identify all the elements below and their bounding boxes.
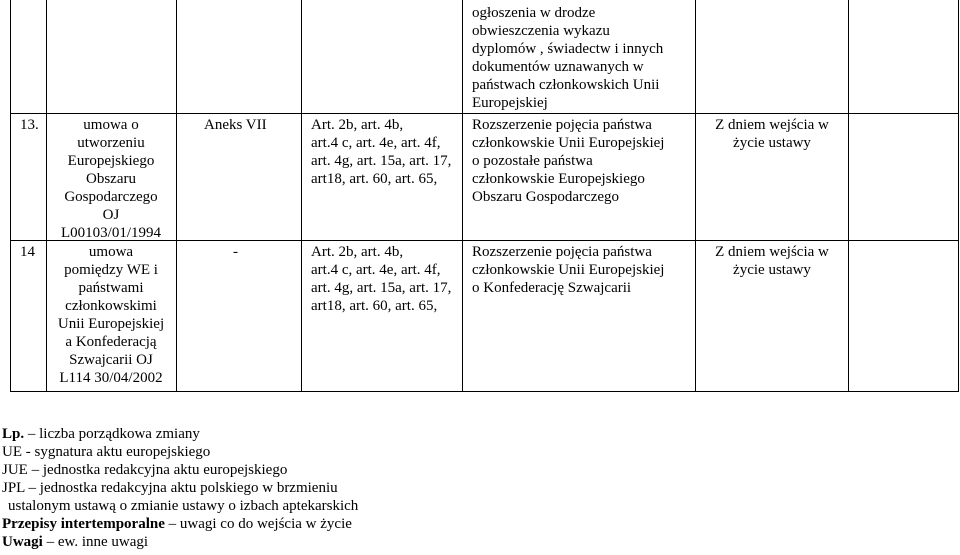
legend-line — [2, 533, 562, 551]
row-13-entry — [700, 116, 844, 152]
entry-line: Z dniem wejścia w — [715, 117, 829, 133]
col-divider-text — [695, 0, 696, 392]
text-line: o pozostałe państwa — [472, 153, 593, 169]
text-line: o Konfederację Szwajcarii — [472, 280, 632, 296]
legend-desc: ustalonym ustawą o zmianie ustawy o izbach aptekarskich — [8, 498, 359, 514]
ue-line: L00103/01/1994 — [61, 225, 161, 241]
row-14-ue — [50, 243, 172, 387]
ue-line: pomiędzy WE i — [64, 262, 158, 278]
text-line: członkowskie Unii Europejskiej — [472, 135, 665, 151]
legend-line — [2, 425, 562, 443]
ue-line: państwami — [78, 280, 144, 296]
row-14-lp: 14 — [20, 244, 35, 260]
text-line: Rozszerzenie pojęcia państwa — [472, 244, 652, 260]
legend-desc: - sygnatura aktu europejskiego — [22, 444, 211, 460]
legend-line — [2, 497, 562, 515]
jpl-line: art18, art. 60, art. 65, — [311, 298, 438, 314]
col-divider-entry — [848, 0, 849, 392]
row-13-lp: 13. — [20, 117, 39, 133]
legend — [2, 425, 562, 551]
row-13-jue: Aneks VII — [204, 117, 267, 133]
row-12-continued-text — [472, 4, 694, 112]
ue-line: Europejskiego — [67, 153, 155, 169]
text-line: członkowskie Unii Europejskiej — [472, 262, 665, 278]
ue-line: Obszaru — [86, 171, 136, 187]
legend-term: Uwagi — [2, 534, 43, 550]
legend-desc: – uwagi co do wejścia w życie — [164, 516, 352, 532]
entry-line: życie ustawy — [733, 262, 811, 278]
legend-line — [2, 515, 562, 533]
col-divider-jpl — [462, 0, 463, 392]
jpl-line: Art. 2b, art. 4b, — [311, 244, 404, 260]
jpl-line: art.4 c, art. 4e, art. 4f, — [311, 135, 441, 151]
ue-line: członkowskimi — [65, 298, 157, 314]
entry-line: Z dniem wejścia w — [715, 244, 829, 260]
ue-line: Szwajcarii OJ — [69, 352, 153, 368]
text-line: dyplomów , świadectw i innych — [472, 41, 664, 57]
ue-line: OJ — [102, 207, 120, 223]
legend-desc: – liczba porządkowa zmiany — [24, 426, 200, 442]
text-line: Europejskiej — [472, 95, 548, 111]
col-divider-jue — [301, 0, 302, 392]
col-divider-lp — [46, 0, 47, 392]
text-line: ogłoszenia w drodze — [472, 5, 596, 21]
table-border-right — [958, 0, 959, 392]
table-border-left — [10, 0, 11, 392]
text-line: obwieszczenia wykazu — [472, 23, 610, 39]
col-divider-ue — [176, 0, 177, 392]
entry-line: życie ustawy — [733, 135, 811, 151]
ue-line: Unii Europejskiej — [57, 316, 165, 332]
ue-line: utworzeniu — [77, 135, 145, 151]
legend-line — [2, 443, 562, 461]
legend-term: JUE — [2, 462, 28, 478]
row-divider-bottom — [10, 391, 959, 392]
legend-desc: – jednostka redakcyjna aktu europejskiego — [27, 462, 288, 478]
jpl-line: art. 4g, art. 15a, art. 17, — [311, 280, 452, 296]
text-line: dokumentów uznawanych w — [472, 59, 644, 75]
jpl-line: art.4 c, art. 4e, art. 4f, — [311, 262, 441, 278]
row-14-entry — [700, 243, 844, 279]
ue-line: umowa o — [83, 117, 139, 133]
row-14-text — [472, 243, 694, 297]
legend-term: Przepisy intertemporalne — [2, 516, 165, 532]
jpl-line: art18, art. 60, art. 65, — [311, 171, 438, 187]
text-line: Rozszerzenie pojęcia państwa — [472, 117, 652, 133]
jpl-line: art. 4g, art. 15a, art. 17, — [311, 153, 452, 169]
legend-term: Lp. — [2, 426, 25, 442]
row-divider-top — [10, 113, 959, 114]
text-line: członkowskie Europejskiego — [472, 171, 645, 187]
ue-line: L114 30/04/2002 — [59, 370, 163, 386]
ue-line: a Konfederacją — [65, 334, 157, 350]
text-line: państwach członkowskich Unii — [472, 77, 660, 93]
ue-line: Gospodarczego — [64, 189, 158, 205]
row-14-jue: - — [233, 244, 238, 260]
text-line: Obszaru Gospodarczego — [472, 189, 620, 205]
ue-line: umowa — [88, 244, 134, 260]
row-13-jpl — [311, 116, 461, 188]
legend-term: UE — [2, 444, 22, 460]
jpl-line: Art. 2b, art. 4b, — [311, 117, 404, 133]
row-13-text — [472, 116, 694, 206]
legend-desc: – ew. inne uwagi — [42, 534, 149, 550]
row-13-ue — [50, 116, 172, 242]
legend-desc: – jednostka redakcyjna aktu polskiego w brzmieniu — [24, 480, 338, 496]
legend-line — [2, 479, 562, 497]
legend-line — [2, 461, 562, 479]
row-14-jpl — [311, 243, 461, 315]
legend-term: JPL — [2, 480, 25, 496]
